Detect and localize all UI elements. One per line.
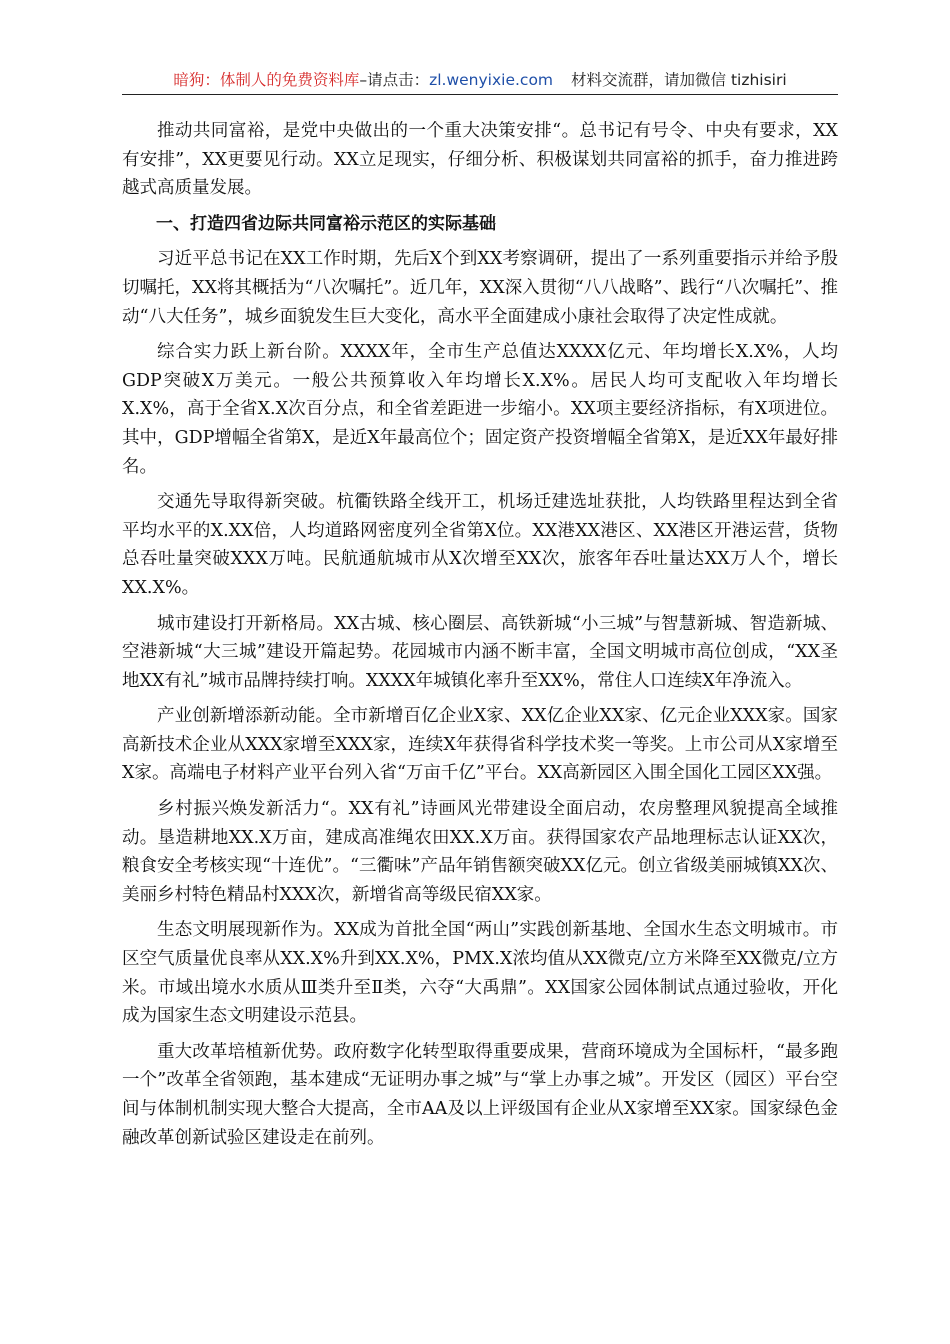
section-heading: 一、打造四省边际共同富裕示范区的实际基础 [156, 213, 496, 234]
paragraph: 重大改革培植新优势。政府数字化转型取得重要成果，营商环境成为全国标杆，“最多跑一个”改革全省领跑，基本建成“无证明办事之城”与“掌上办事之城”。开发区（园区）平台空间与体制机制实现大整合大提高，全市AA及以上评级国有企业从X家增至XX家。国家绿色金融改革创新试验区建设走在前列。 [122, 1041, 838, 1148]
page-header [122, 70, 838, 95]
document-body [122, 117, 838, 1159]
header-url-link[interactable]: zl.wenyixie.com [429, 71, 554, 89]
paragraph: 习近平总书记在XX工作时期，先后X个到XX考察调研，提出了一系列重要指示并给予殷切嘱托，XX将其概括为“八次嘱托”。近几年，XX深入贯彻“八八战略”、践行“八次嘱托”、推动“八大任务”，城乡面貌发生巨大变化，高水平全面建成小康社会取得了决定性成就。 [122, 249, 839, 327]
header-wechat: 材料交流群，请加微信 tizhisiri [571, 71, 787, 89]
header-prompt: –请点击： [359, 71, 430, 89]
paragraph: 城市建设打开新格局。XX古城、核心圈层、高铁新城“小三城”与智慧新城、智造新城、空港新城“大三城”建设开篇起势。花园城市内涵不断丰富，全国文明城市高位创成，“XX圣地XX有礼”城市品牌持续打响。XXXX年城镇化率升至XX%，常住人口连续X年净流入。 [122, 613, 838, 691]
paragraph: 交通先导取得新突破。杭衢铁路全线开工，机场迁建选址获批，人均铁路里程达到全省平均水平的X.XX倍，人均道路网密度列全省第X位。XX港XX港区、XX港区开港运营，货物总吞吐量突破XXX万吨。民航通航城市从X次增至XX次，旅客年吞吐量达XX万人个，增长XX.X%。 [122, 492, 838, 598]
intro-paragraph: 推动共同富裕，是党中央做出的一个重大决策安排“。总书记有号令、中央有要求，XX有安排”，XX更要见行动。XX立足现实，仔细分析、积极谋划共同富裕的抓手，奋力推进跨越式高质量发展。 [122, 121, 838, 199]
paragraph: 产业创新增添新动能。全市新增百亿企业X家、XX亿企业XX家、亿元企业XXX家。国家高新技术企业从XXX家增至XXX家，连续X年获得省科学技术奖一等奖。上市公司从X家增至X家。高端电子材料产业平台列入省“万亩千亿”平台。XX高新园区入围全国化工园区XX强。 [122, 706, 838, 784]
paragraph: 乡村振兴焕发新活力“。XX有礼”诗画风光带建设全面启动，农房整理风貌提高全域推动。垦造耕地XX.X万亩，建成高准绳农田XX.X万亩。获得国家农产品地理标志认证XX次，粮食安全考核实现“十连优”。“三衢味”产品年销售额突破XX亿元。创立省级美丽城镇XX次、美丽乡村特色精品村XXX次，新增省高等级民宿XX家。 [122, 799, 838, 905]
header-brand: 暗狗：体制人的免费资料库 [173, 71, 360, 89]
paragraph: 生态文明展现新作为。XX成为首批全国“两山”实践创新基地、全国水生态文明城市。市区空气质量优良率从XX.X%升到XX.X%，PMX.X浓均值从XX微克/立方米降至XX微克/立方米。市域出境水水质从Ⅲ类升至Ⅱ类，六夺“大禹鼎”。XX国家公园体制试点通过验收，开化成为国家生态文明建设示范县。 [122, 920, 838, 1027]
paragraph: 综合实力跃上新台阶。XXXX年，全市生产总值达XXXX亿元、年均增长X.X%，人均GDP突破X万美元。一般公共预算收入年均增长X.X%。居民人均可支配收入年均增长X.X%，高于全省X.X次百分点，和全省差距进一步缩小。XX项主要经济指标，有X项进位。其中，GDP增幅全省第X，是近X年最高位个；固定资产投资增幅全省第X，是近XX年最好排名。 [122, 342, 838, 477]
